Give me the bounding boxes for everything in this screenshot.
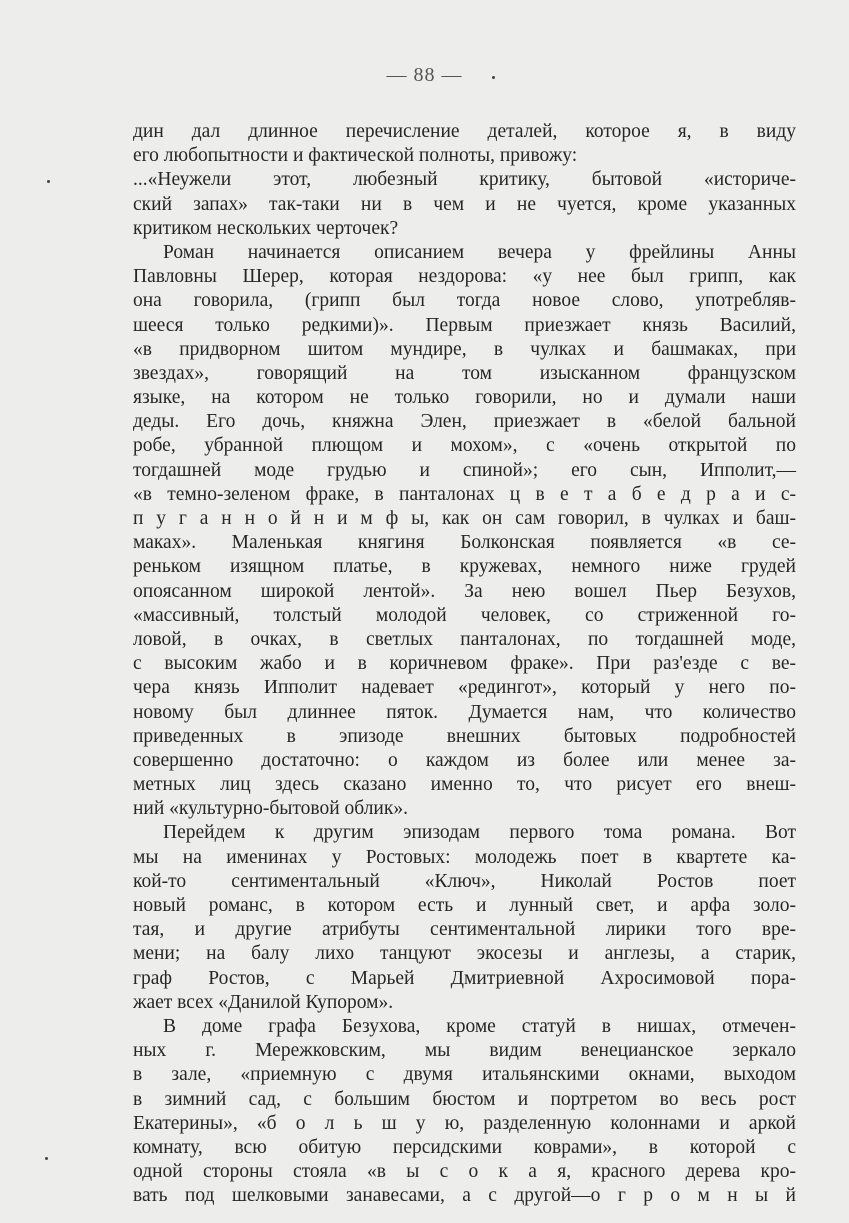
text-line: с высоким жабо и в коричневом фраке». При раз'езде с ве- — [133, 653, 796, 675]
text-line: деды. Его дочь, княжна Элен, приезжает в «белой бальной — [133, 411, 796, 433]
text-line: его любопытности и фактической полноты, привожу: — [133, 145, 578, 167]
page-number: — 88 — — [386, 64, 463, 86]
text-line: Екатерины», «б о л ь ш у ю, разделенную колоннами и аркой — [133, 1112, 796, 1134]
text-line: дин дал длинное перечисление деталей, которое я, в виду — [133, 121, 796, 142]
text-line: мени; на балу лихо танцуют экосезы и англезы, а старик, — [133, 943, 796, 965]
text-line: В доме графа Безухова, кроме статуй в нишах, отмечен- — [163, 1015, 796, 1037]
text-line: граф Ростов, с Марьей Дмитриевной Ахросимовой пора- — [133, 967, 796, 989]
text-line: чера князь Ипполит надевает «редингот», который у него по- — [133, 677, 796, 699]
body-text — [133, 120, 796, 1208]
text-line: п у г а н н о й н и м ф ы, как он сам говорил, в чулках и баш- — [133, 508, 796, 529]
text-line: «в придворном шитом мундире, в чулках и башмаках, при — [133, 338, 796, 360]
text-line: Роман начинается описанием вечера у фрейлины Анны — [163, 241, 796, 263]
text-line: «в темно-зеленом фраке, в панталонах ц в е т а б е д р а и с- — [133, 483, 796, 505]
text-line: ский запах» так-таки ни в чем и не чуется, кроме указанных — [133, 193, 796, 215]
text-line: в зимний сад, с большим бюстом и портретом во весь рост — [133, 1088, 796, 1110]
text-line: ных г. Мережковским, мы видим венецианское зеркало — [133, 1040, 796, 1062]
text-line: ний «культурно-бытовой облик». — [133, 798, 408, 820]
scan-speck — [47, 180, 50, 183]
text-line: опоясанном широкой лентой». За нею вошел Пьер Безухов, — [133, 580, 796, 602]
scan-speck — [45, 1157, 48, 1160]
text-line: она говорила, (грипп был тогда новое слово, употребляв- — [133, 290, 796, 312]
text-line: приведенных в эпизоде внешних бытовых подробностей — [133, 725, 796, 747]
scan-speck — [492, 76, 495, 79]
text-line: реньком изящном платье, в кружевах, немного ниже грудей — [133, 556, 796, 578]
text-line: кой-то сентиментальный «Ключ», Николай Ростов поет — [133, 870, 796, 892]
text-line: в зале, «приемную с двумя итальянскими окнами, выходом — [133, 1064, 796, 1086]
text-line: совершенно достаточно: о каждом из более или менее за- — [133, 749, 796, 771]
text-line: вать под шелковыми занавесами, а с другой—о г р о м н ы й — [133, 1185, 796, 1207]
text-line: маках». Маленькая княгиня Болконская появляется «в се- — [133, 532, 796, 554]
text-line: тогдашней моде грудью и спиной»; его сын, Ипполит,— — [133, 459, 796, 481]
text-line: мы на именинах у Ростовых: молодежь поет в квартете ка- — [133, 846, 796, 868]
text-line: шееся только редкими)». Первым приезжает князь Василий, — [133, 314, 796, 336]
text-line: новому был длиннее пяток. Думается нам, что количество — [133, 701, 796, 723]
text-line: звездах», говорящий на том изысканном французском — [133, 362, 796, 384]
text-line: жает всех «Данилой Купором». — [133, 991, 394, 1013]
text-line: Перейдем к другим эпизодам первого тома романа. Вот — [163, 822, 796, 844]
text-line: робе, убранной плющом и мохом», с «очень открытой по — [133, 435, 796, 457]
text-line: «массивный, толстый молодой человек, со стриженной го- — [133, 604, 796, 626]
text-line: ...«Неужели этот, любезный критику, бытовой «историче- — [133, 169, 796, 191]
text-line: тая, и другие атрибуты сентиментальной лирики того вре- — [133, 919, 796, 941]
text-line: ловой, в очках, в светлых панталонах, по тогдашней моде, — [133, 628, 796, 650]
text-line: комнату, всю обитую персидскими коврами», в которой с — [133, 1136, 796, 1158]
text-line: метных лиц здесь сказано именно то, что рисует его внеш- — [133, 774, 796, 796]
text-line: одной стороны стояла «в ы с о к а я, красного дерева кро- — [133, 1161, 796, 1183]
text-line: языке, на котором не только говорили, но и думали наши — [133, 387, 796, 409]
text-line: критиком нескольких черточек? — [133, 217, 399, 239]
text-line: новый романс, в котором есть и лунный свет, и арфа золо- — [133, 895, 796, 916]
text-line: Павловны Шерер, которая нездорова: «у нее был грипп, как — [133, 266, 796, 288]
